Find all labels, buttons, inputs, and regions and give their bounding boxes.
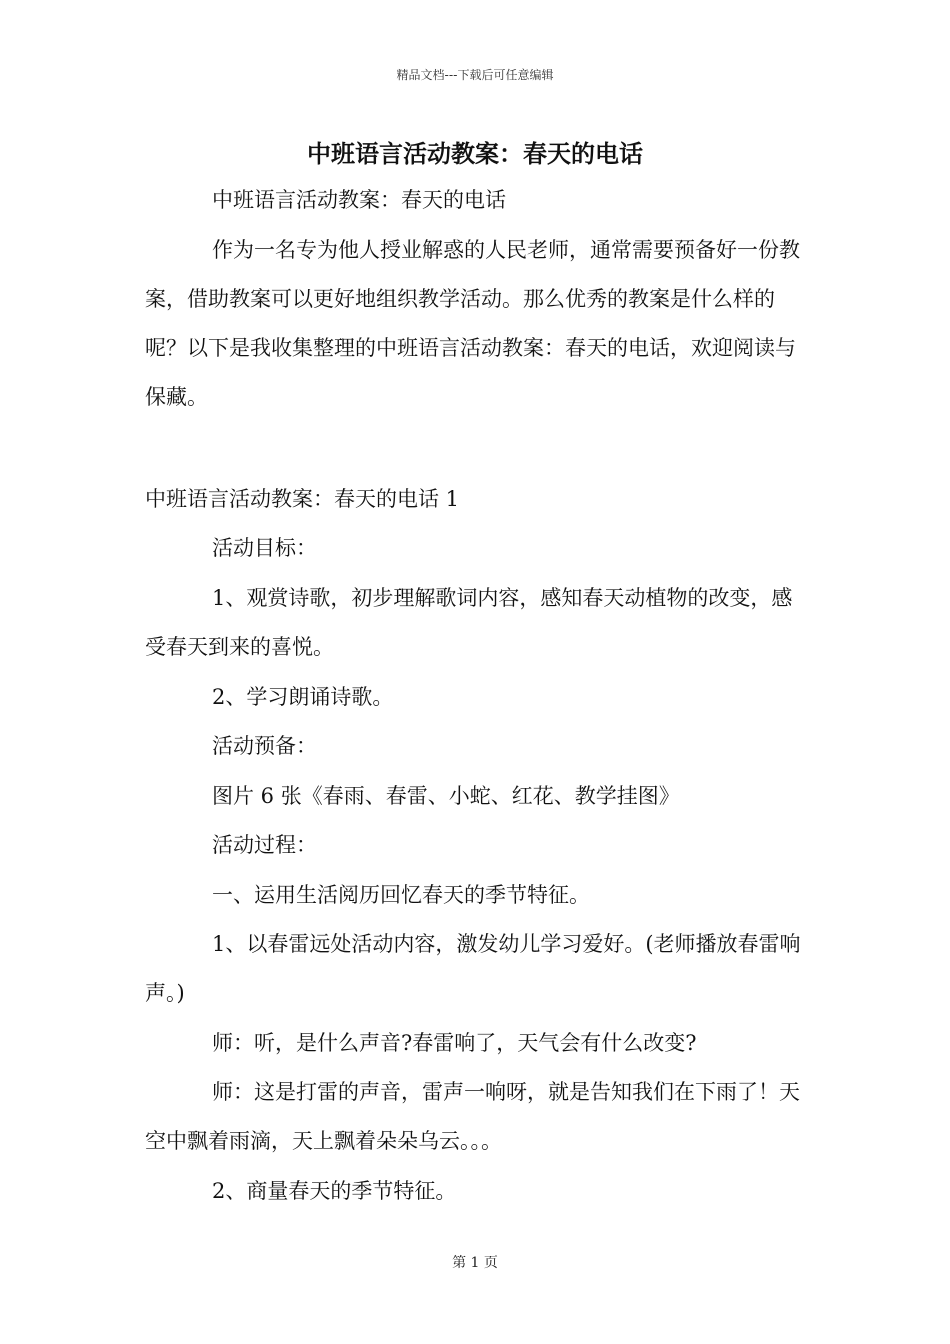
process-step-1: 一、运用生活阅历回忆春天的季节特征。 (212, 883, 590, 907)
process-heading: 活动过程： (212, 833, 317, 857)
process-substep-2: 2、商量春天的季节特征。 (212, 1179, 457, 1203)
preparation-item: 图片 6 张《春雨、春雷、小蛇、红花、教学挂图》 (212, 784, 680, 808)
preparation-heading: 活动预备： (212, 734, 317, 758)
teacher-line-2: 师：这是打雷的声音，雷声一响呀，就是告知我们在下雨了！天空中飘着雨滴，天上飘着朵朵乌云。。。 (145, 1080, 800, 1153)
section-heading: 中班语言活动教案：春天的电话 1 (145, 487, 460, 511)
page-number: 第 1 页 (452, 1255, 498, 1271)
intro-paragraph: 作为一名专为他人授业解惑的人民老师，通常需要预备好一份教案，借助教案可以更好地组织教学活动。那么优秀的教案是什么样的呢？以下是我收集整理的中班语言活动教案：春天的电话，欢迎阅读与保藏。 (145, 238, 800, 409)
goals-heading: 活动目标： (212, 536, 317, 560)
goal-item-1: 1、观赏诗歌，初步理解歌词内容，感知春天动植物的改变，感受春天到来的喜悦。 (145, 586, 793, 659)
page-header-note: 精品文档---下载后可任意编辑 (396, 68, 554, 82)
teacher-line-1: 师：听，是什么声音?春雷响了，天气会有什么改变? (212, 1031, 697, 1055)
document-title: 中班语言活动教案：春天的电话 (307, 139, 643, 168)
subtitle-paragraph: 中班语言活动教案：春天的电话 (212, 188, 506, 212)
goal-item-2: 2、学习朗诵诗歌。 (212, 685, 394, 709)
process-substep-1: 1、以春雷远处活动内容，激发幼儿学习爱好。(老师播放春雷响声。) (145, 932, 801, 1005)
